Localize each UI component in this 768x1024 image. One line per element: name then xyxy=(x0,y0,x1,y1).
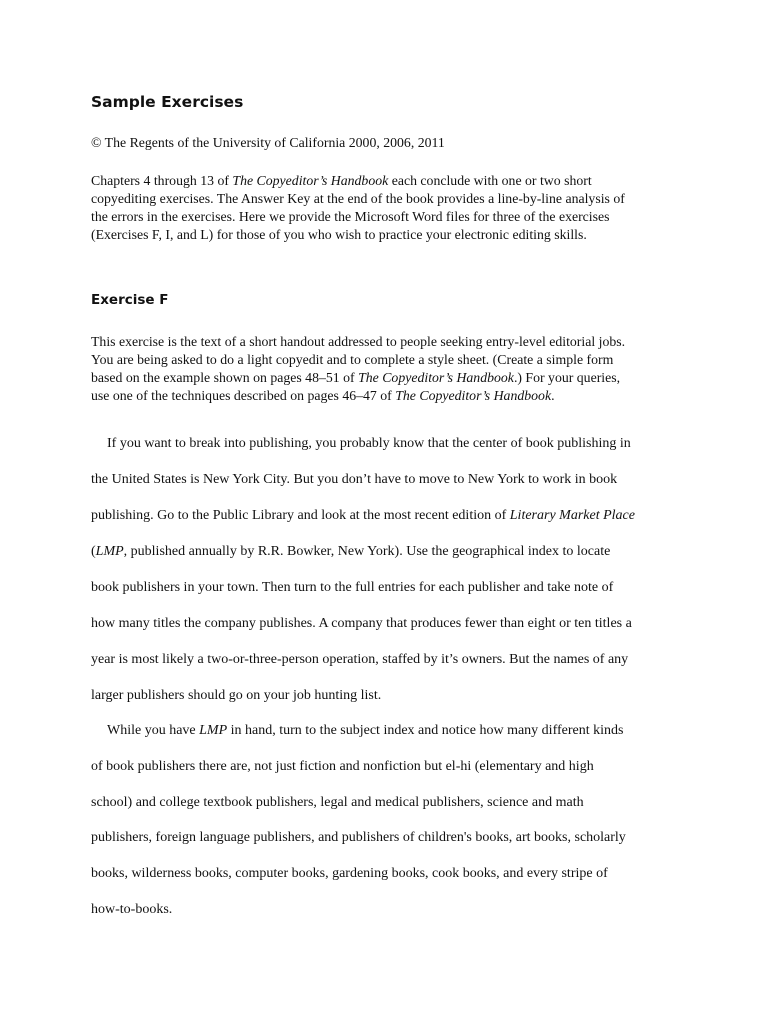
book-title-italic: The Copyeditor’s Handbook xyxy=(358,370,514,385)
intro-line-4: (Exercises F, I, and L) for those of you who wish to practice your electronic editing skills. xyxy=(91,227,587,242)
description-line-3 xyxy=(91,369,681,387)
body-p1-line-4-text-a: ( xyxy=(91,544,96,559)
body-p1-line-8: larger publishers should go on your job hunting list. xyxy=(91,688,382,703)
body-p2-line-4: publishers, foreign language publishers, and publishers of children's books, art books, scholarly xyxy=(91,830,626,845)
body-p2-line-5: books, wilderness books, computer books, gardening books, cook books, and every stripe of xyxy=(91,866,608,881)
intro-line-3: the errors in the exercises. Here we provide the Microsoft Word files for three of the exercises xyxy=(91,209,610,224)
body-p2-line-2: of book publishers there are, not just fiction and nonfiction but el-hi (elementary and high xyxy=(91,759,594,774)
body-p1-line-7: year is most likely a two-or-three-person operation, staffed by it’s owners. But the names of any xyxy=(91,652,629,667)
intro-line-1 xyxy=(91,172,681,190)
exercise-f-heading: Exercise F xyxy=(91,292,169,308)
book-title-italic: The Copyeditor’s Handbook xyxy=(395,388,552,403)
body-p1-line-5: book publishers in your town. Then turn to the full entries for each publisher and take note of xyxy=(91,580,614,595)
copyright-line xyxy=(91,134,681,152)
body-p1-line-2: the United States is New York City. But you don’t have to move to New York to work in book xyxy=(91,472,618,487)
intro-line-1-text-a: Chapters 4 through 13 of xyxy=(91,173,233,188)
exercise-f-description xyxy=(91,333,681,405)
description-line-3-text-a: based on the example shown on pages 48–51 of xyxy=(91,370,359,385)
lmp-abbrev-italic: LMP xyxy=(199,723,228,738)
body-p1-line-3-text-a: publishing. Go to the Public Library and look at the most recent edition of xyxy=(91,508,510,523)
body-p1-line-6: how many titles the company publishes. A company that produces fewer than eight or ten titles a xyxy=(91,616,632,631)
description-line-4 xyxy=(91,387,681,405)
body-p1-line-4-text-c: , published annually by R.R. Bowker, New York). Use the geographical index to locate xyxy=(123,544,611,559)
intro-paragraph xyxy=(91,172,681,244)
description-line-4-text-c: . xyxy=(551,388,555,403)
body-p2-line-1-text-c: in hand, turn to the subject index and notice how many different kinds xyxy=(227,723,624,738)
book-title-italic: The Copyeditor’s Handbook xyxy=(232,173,389,188)
body-p2-line-6: how-to-books. xyxy=(91,902,173,917)
body-p1-line-3 xyxy=(91,508,635,524)
description-line-3-text-c: .) For your queries, xyxy=(513,370,621,385)
book-title-italic: Literary Market Place xyxy=(509,508,635,523)
page-title: Sample Exercises xyxy=(91,93,244,111)
body-p2-line-3: school) and college textbook publishers, legal and medical publishers, science and math xyxy=(91,795,584,810)
body-p1-line-4 xyxy=(91,544,610,560)
body-p2-line-1-text-a: While you have xyxy=(107,723,200,738)
description-line-2: You are being asked to do a light copyedit and to complete a style sheet. (Create a simple form xyxy=(91,352,614,367)
lmp-abbrev-italic: LMP xyxy=(95,544,124,559)
description-line-4-text-a: use one of the techniques described on pages 46–47 of xyxy=(91,388,396,403)
body-p1-line-1: If you want to break into publishing, you probably know that the center of book publishing in xyxy=(107,436,631,451)
intro-line-2: copyediting exercises. The Answer Key at the end of the book provides a line-by-line analysis of xyxy=(91,191,625,206)
copyright-text: © The Regents of the University of California 2000, 2006, 2011 xyxy=(91,135,445,150)
intro-line-1-text-c: each conclude with one or two short xyxy=(388,173,592,188)
body-p2-line-1 xyxy=(91,723,623,739)
description-line-1: This exercise is the text of a short handout addressed to people seeking entry-level editorial jobs. xyxy=(91,334,626,349)
